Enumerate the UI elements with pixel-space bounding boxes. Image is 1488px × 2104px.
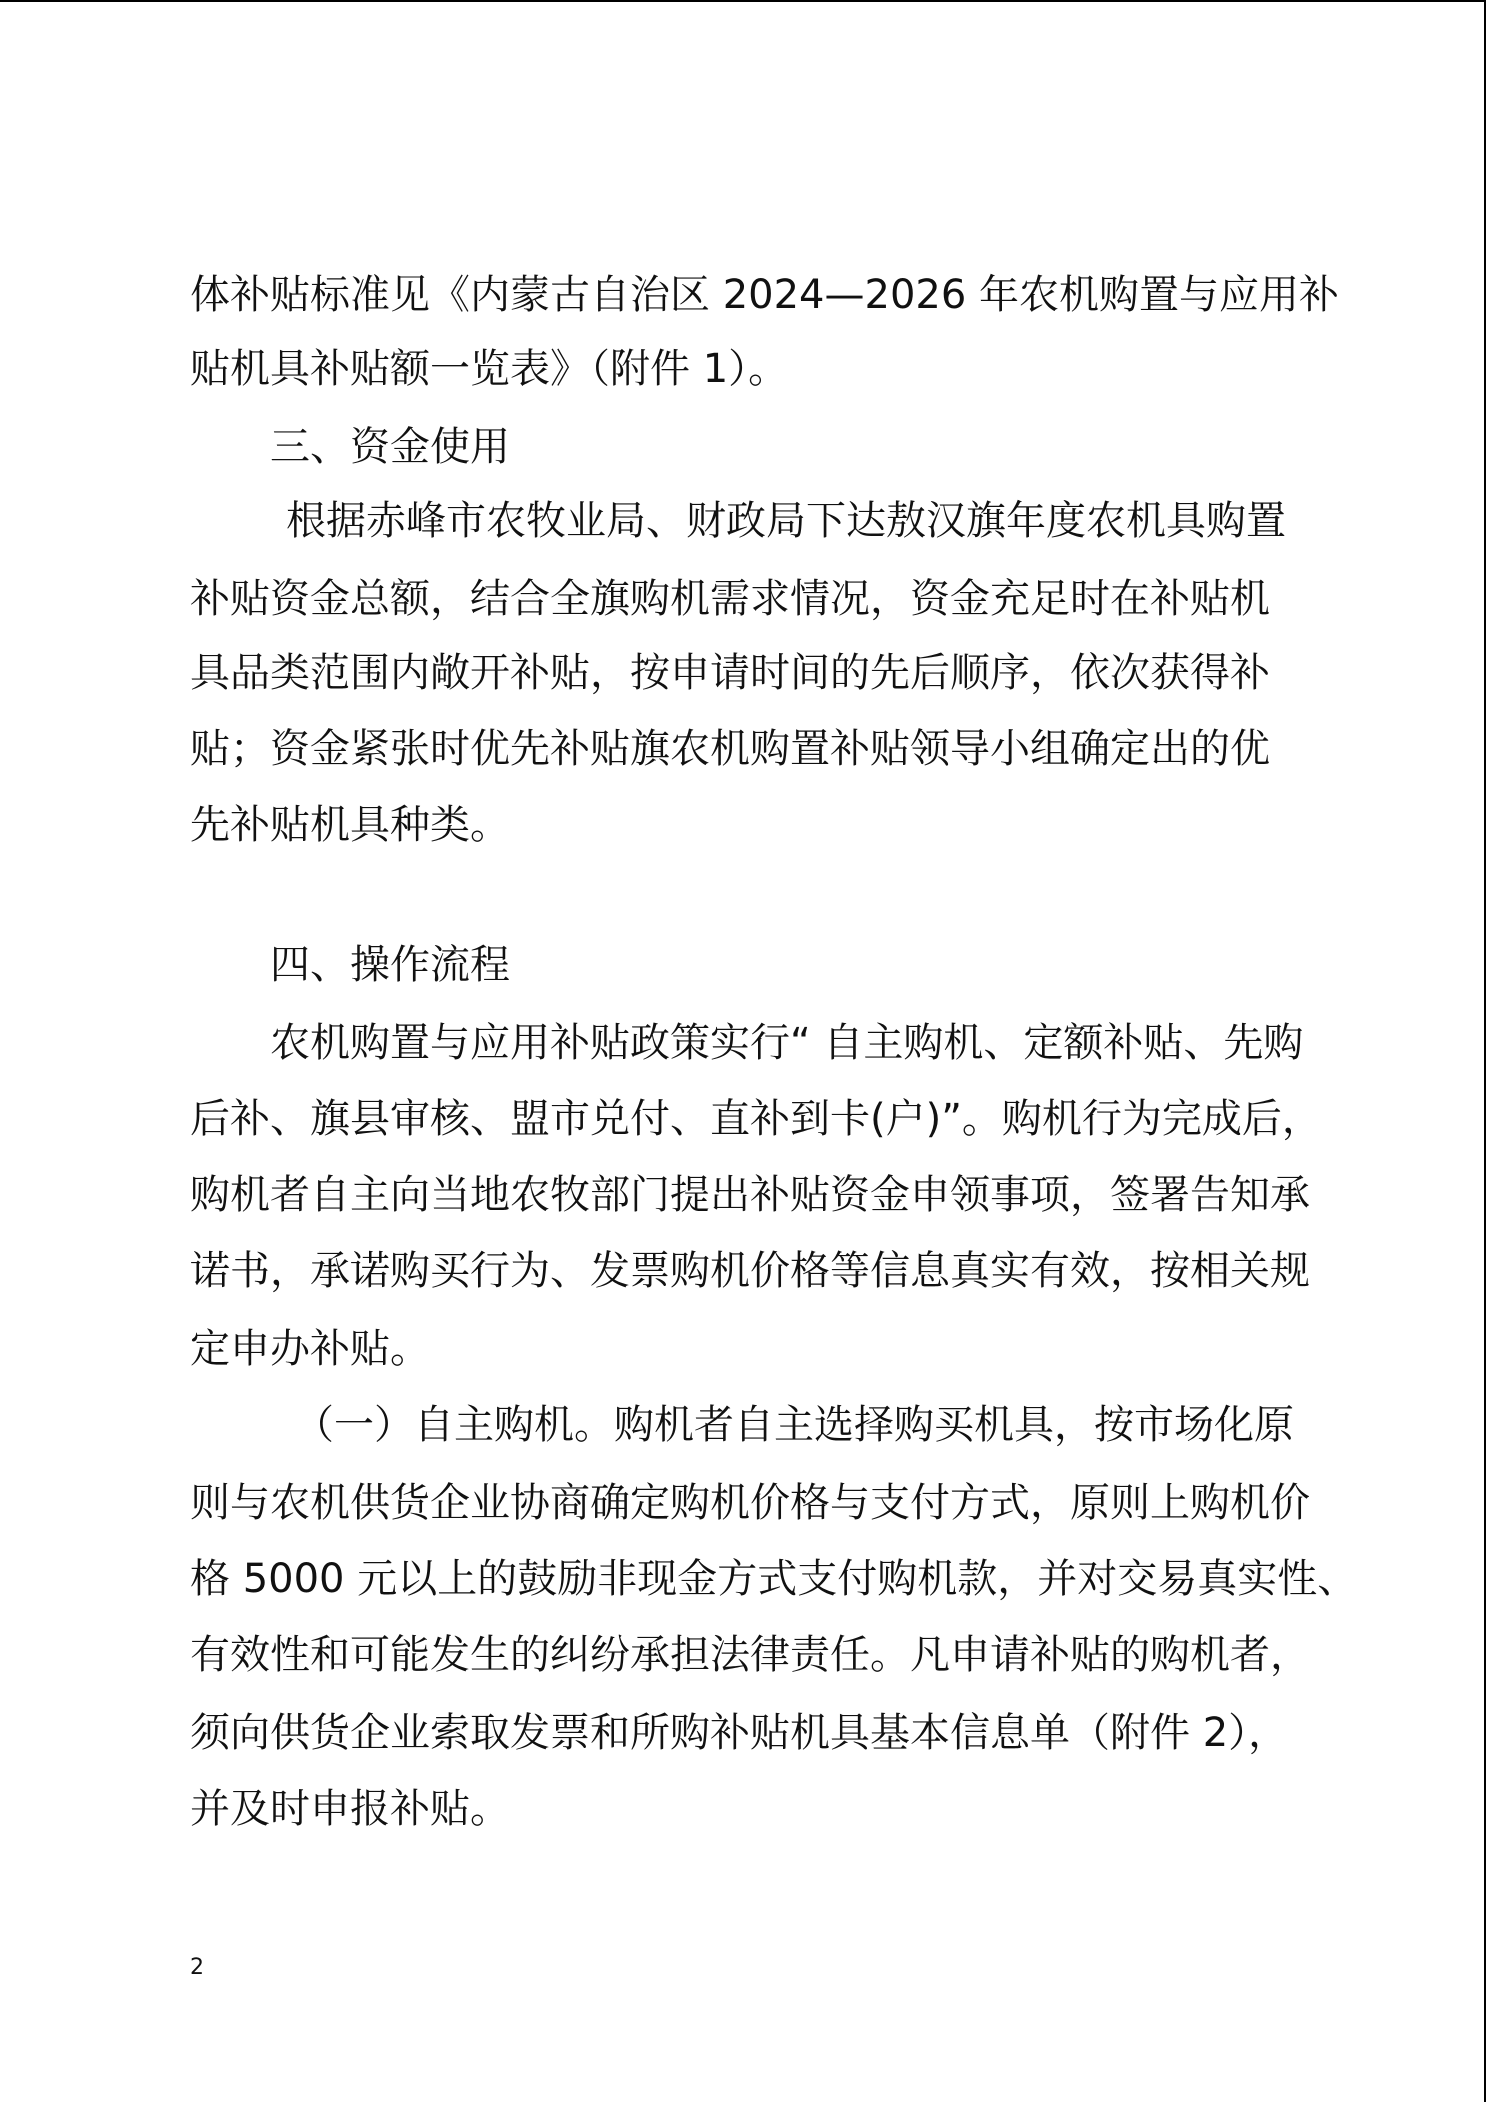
text-line: 诺书，承诺购买行为、发票购机价格等信息真实有效，按相关规 [190,1248,1310,1294]
text-line: 先补贴机具种类。 [190,802,510,848]
text-line: 定申办补贴。 [190,1326,430,1372]
text-line: 须向供货企业索取发票和所购补贴机具基本信息单（附件 2）， [190,1710,1289,1756]
text-line: 体补贴标准见《内蒙古自治区 2024—2026 年农机购置与应用补 [190,272,1340,318]
text-line: 则与农机供货企业协商确定购机价格与支付方式，原则上购机价 [190,1480,1310,1526]
text-line: 购机者自主向当地农牧部门提出补贴资金申领事项，签署告知承 [190,1172,1310,1218]
text-line: 有效性和可能发生的纠纷承担法律责任。凡申请补贴的购机者， [190,1632,1310,1678]
page-number: 2 [190,1955,204,1980]
text-line: 贴；资金紧张时优先补贴旗农机购置补贴领导小组确定出的优 [190,726,1270,772]
text-line: 农机购置与应用补贴政策实行“ 自主购机、定额补贴、先购 [270,1020,1304,1066]
text-line: 贴机具补贴额一览表》（附件 1）。 [190,346,789,392]
text-line: 根据赤峰市农牧业局、财政局下达敖汉旗年度农机具购置 [286,498,1286,544]
section-heading-process: 四、操作流程 [270,942,510,988]
text-line: 并及时申报补贴。 [190,1786,510,1832]
text-line: 后补、旗县审核、盟市兑付、直补到卡(户)”。购机行为完成后， [190,1096,1322,1142]
text-line: 格 5000 元以上的鼓励非现金方式支付购机款，并对交易真实性、 [190,1556,1358,1602]
text-line: 补贴资金总额，结合全旗购机需求情况，资金充足时在补贴机 [190,576,1270,622]
section-heading-funds: 三、资金使用 [270,424,510,470]
text-line: 具品类范围内敞开补贴，按申请时间的先后顺序，依次获得补 [190,650,1270,696]
subsection-heading-self-purchase: （一）自主购机。购机者自主选择购买机具，按市场化原 [294,1402,1294,1448]
